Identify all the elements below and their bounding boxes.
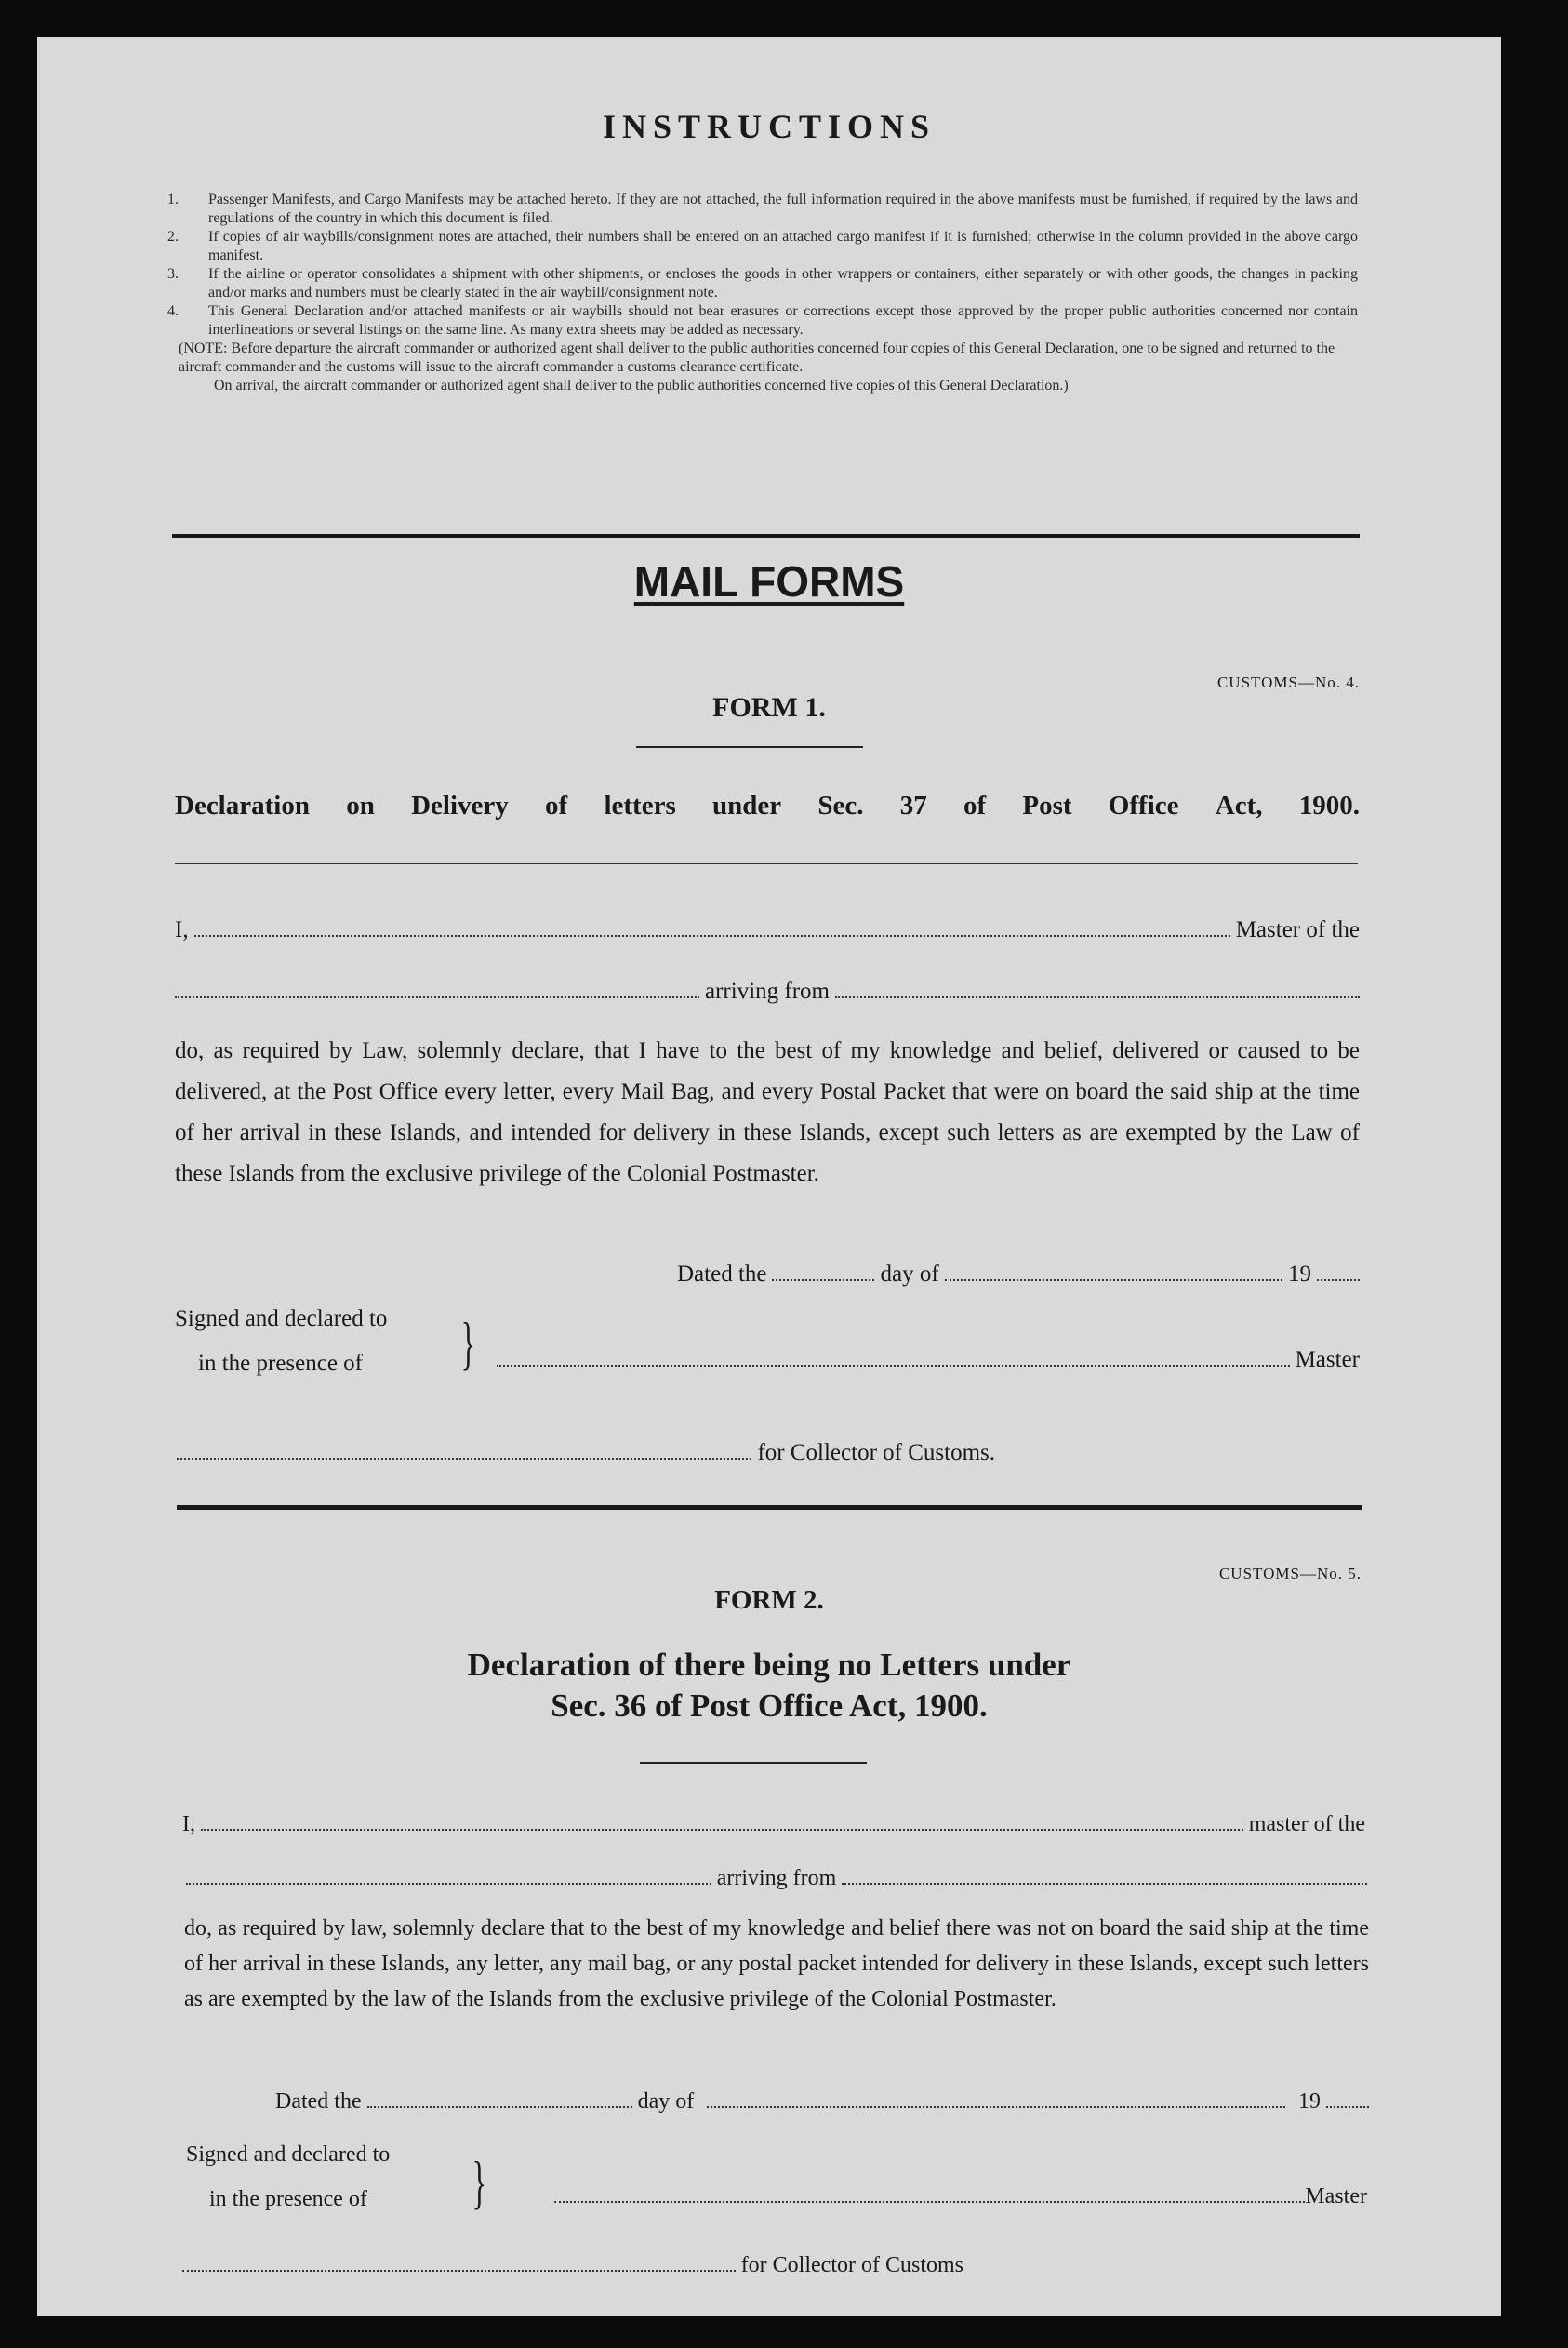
declaration-word: 1900.	[1298, 791, 1360, 820]
form1-collector-field[interactable]	[177, 1457, 751, 1460]
form2-name-prefix: I,	[182, 1812, 195, 1836]
instruction-text: If the airline or operator consolidates a shipment with other shipments, or encloses the goods in other wrappers or containers, either separately or with other goods, the changes in packing and/or marks and numbers must be clearly stated in the air waybill/consignment note.	[208, 266, 1358, 300]
form2-collector-label: for Collector of Customs	[740, 2253, 963, 2277]
form1-master-signature-field[interactable]	[497, 1364, 1290, 1367]
form2-customs-number: CUSTOMS—No. 5.	[1218, 1565, 1362, 1582]
form2-master-of-label: master of the	[1248, 1812, 1365, 1836]
instructions-title: INSTRUCTIONS	[602, 108, 937, 145]
form2-name-field[interactable]	[201, 1828, 1243, 1831]
instruction-number: 4.	[167, 303, 179, 319]
form2-ship-field[interactable]	[186, 1882, 711, 1885]
declaration-word: of	[963, 791, 987, 820]
form1-master-label: Master	[1295, 1347, 1360, 1372]
declaration-word: on	[346, 791, 375, 820]
form1-master-line	[497, 1347, 1360, 1373]
form1-collector-line	[177, 1440, 995, 1466]
form2-date-day-field[interactable]	[367, 2105, 632, 2108]
form1-declaration-heading	[175, 791, 1360, 821]
instruction-text: If copies of air waybills/consignment notes are attached, their numbers shall be entered on an attached cargo manifest if it is furnished; otherwise in the column provided in the above cargo manifest.	[208, 229, 1358, 263]
form1-name-line	[175, 917, 1360, 943]
form1-date-day-field[interactable]	[772, 1278, 874, 1281]
instruction-item	[167, 228, 1358, 265]
form1-signed-label	[175, 1297, 387, 1386]
form1-signed-line2: in the presence of	[198, 1351, 364, 1376]
form2-title: FORM 2.	[714, 1585, 824, 1615]
instruction-item	[167, 191, 1358, 228]
form1-name-field[interactable]	[194, 934, 1230, 937]
form2-declaration-line2: Sec. 36 of Post Office Act, 1900.	[551, 1688, 988, 1724]
declaration-word: under	[711, 791, 782, 820]
form2-master-line	[554, 2184, 1367, 2209]
declaration-word: Declaration	[175, 791, 310, 820]
form2-brace: }	[472, 2149, 487, 2215]
declaration-word: 37	[899, 791, 927, 820]
instruction-number: 1.	[167, 192, 179, 207]
instruction-number: 2.	[167, 229, 179, 245]
form1-arriving-from-label: arriving from	[705, 979, 830, 1004]
instruction-item	[167, 265, 1358, 302]
form1-master-of-label: Master of the	[1235, 917, 1360, 942]
form1-date-year-field[interactable]	[1317, 1278, 1360, 1281]
form1-customs-number: CUSTOMS—No. 4.	[1216, 674, 1360, 691]
form1-ship-field[interactable]	[175, 995, 699, 998]
form1-origin-field[interactable]	[835, 995, 1360, 998]
instructions-list	[167, 191, 1358, 395]
form2-year-label: 19	[1298, 2089, 1321, 2114]
form1-day-of-label: day of	[880, 1261, 939, 1287]
form2-date-line	[275, 2089, 1369, 2115]
declaration-word: letters	[604, 791, 676, 820]
form1-dated-label: Dated the	[677, 1261, 767, 1287]
form2-master-signature-field[interactable]	[554, 2200, 1305, 2203]
form1-title-rule	[636, 746, 863, 748]
form1-name-prefix: I,	[175, 917, 189, 942]
form2-signed-line2: in the presence of	[209, 2187, 367, 2211]
instruction-item	[167, 302, 1358, 340]
form1-heading-rule	[175, 863, 1358, 864]
form2-body-text: do, as required by law, solemnly declare that to the best of my knowledge and belief there was not on board the said ship at the time of her arrival in these Islands, any letter, any mail bag, or any postal packet intended for delivery in these Islands, except such letters as are exempted by the law of the Islands from the exclusive privilege of the Colonial Postmaster.	[184, 1916, 1369, 2011]
form2-date-month-field[interactable]	[707, 2105, 1285, 2108]
instruction-note: (NOTE: Before departure the aircraft commander or authorized agent shall deliver to the public authorities concerned four copies of this General Declaration, one to be signed and returned to the aircraft commander and the customs will issue to the aircraft commander a customs clearance certificate.	[179, 340, 1335, 375]
form1-collector-label: for Collector of Customs.	[757, 1440, 995, 1465]
form2-date-year-field[interactable]	[1326, 2105, 1369, 2108]
mail-forms-title: MAIL FORMS	[633, 557, 905, 606]
instruction-text: This General Declaration and/or attached manifests or air waybills should not bear erasures or corrections except those approved by the proper public authorities concerned nor contain interlineations or several listings on the same line. As many extra sheets may be added as necessary.	[208, 303, 1358, 338]
form2-declaration-line1: Declaration of there being no Letters under	[467, 1647, 1071, 1683]
form2-dated-label: Dated the	[275, 2089, 362, 2114]
form2-day-of-label: day of	[637, 2089, 695, 2114]
form1-date-line	[677, 1261, 1360, 1287]
document-page	[37, 37, 1501, 2316]
form1-year-label: 19	[1288, 1261, 1311, 1287]
form2-declaration-heading	[37, 1645, 1501, 1727]
form2-signed-line1: Signed and declared to	[186, 2142, 391, 2167]
form2-arriving-from-label: arriving from	[716, 1866, 837, 1890]
declaration-word: Act,	[1215, 791, 1263, 820]
form2-ship-line	[186, 1866, 1367, 1891]
form2-title-rule	[640, 1762, 867, 1764]
form1-signed-line1: Signed and declared to	[175, 1306, 388, 1331]
declaration-word: Sec.	[817, 791, 864, 820]
declaration-word: Post	[1022, 791, 1072, 820]
instruction-note-arrival: On arrival, the aircraft commander or authorized agent shall deliver to the public authorities concerned five copies of this General Declaration.)	[214, 378, 1069, 394]
form2-master-label: Master	[1305, 2184, 1367, 2208]
instruction-text: Passenger Manifests, and Cargo Manifests may be attached hereto. If they are not attached, the full information required in the above manifests must be furnished, if required by the laws and regulations of the country in which this document is filed.	[208, 192, 1358, 226]
form1-brace: }	[460, 1310, 476, 1376]
form2-collector-field[interactable]	[182, 2269, 736, 2272]
section-divider	[172, 534, 1360, 538]
form-divider	[177, 1505, 1362, 1510]
form2-origin-field[interactable]	[842, 1882, 1367, 1885]
form1-ship-line	[175, 979, 1360, 1005]
form1-title: FORM 1.	[712, 692, 826, 723]
form1-date-month-field[interactable]	[945, 1278, 1282, 1281]
form2-signed-label	[186, 2132, 390, 2221]
form2-collector-line	[182, 2253, 963, 2278]
form1-body-text: do, as required by Law, solemnly declare, that I have to the best of my knowledge and belief, delivered or caused to be delivered, at the Post Office every letter, every Mail Bag, and every Postal Packet that were on board the said ship at the time of her arrival in these Islands, and intended for delivery in these Islands, except such letters as are exempted by the Law of these Islands from the exclusive privilege of the Colonial Postmaster.	[175, 1038, 1360, 1186]
declaration-word: Delivery	[411, 791, 509, 820]
declaration-word: Office	[1108, 791, 1179, 820]
form2-name-line	[182, 1812, 1365, 1837]
instruction-number: 3.	[167, 266, 179, 282]
declaration-word: of	[545, 791, 568, 820]
